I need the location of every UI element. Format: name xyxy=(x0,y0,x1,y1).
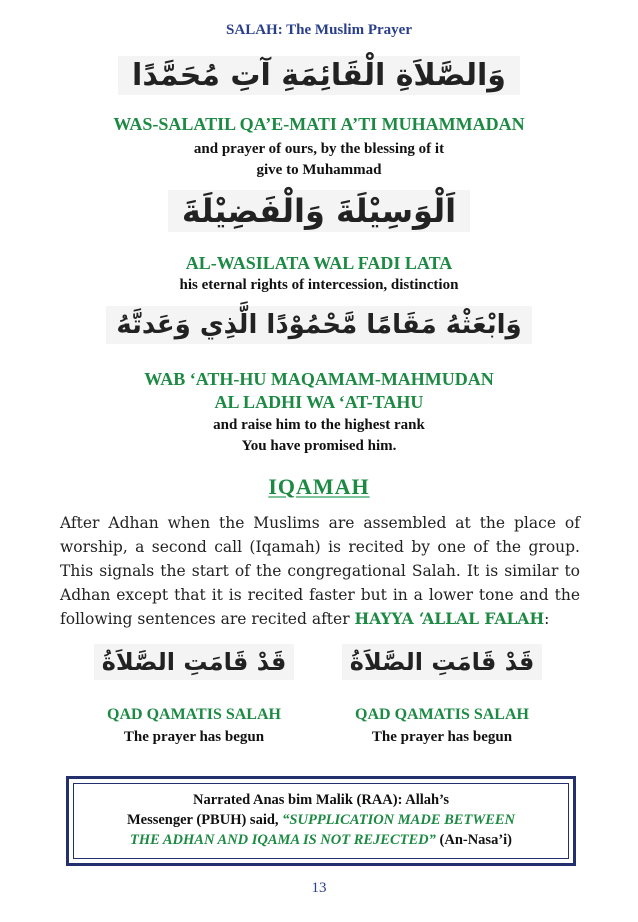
iqamah-paragraph xyxy=(60,511,580,631)
narration-source: (An-Nasa’i) xyxy=(435,832,513,848)
narration-line-2-plain: Messenger (PBUH) said, xyxy=(126,812,283,828)
narration-line-2 xyxy=(74,810,568,830)
narration-quote-2: THE ADHAN AND IQAMA IS NOT REJECTED” xyxy=(129,832,436,848)
meaning-left: The prayer has begun xyxy=(123,729,265,745)
transliteration-3b: AL LADHI WA ‘AT-TAHU xyxy=(214,392,424,412)
narration-line-3 xyxy=(74,830,568,850)
paragraph-end: : xyxy=(544,610,550,628)
meaning-3a: and raise him to the highest rank xyxy=(213,417,425,433)
arabic-line-1: وَالصَّلاَةِ الْقَائِمَةِ آتِ مُحَمَّدًا xyxy=(118,56,520,95)
section-heading-iqamah: IQAMAH xyxy=(268,474,370,499)
page-header: SALAH: The Muslim Prayer xyxy=(226,22,412,38)
arabic-line-2-wrap xyxy=(0,192,638,230)
transliteration-3a: WAB ‘ATH-HU MAQAMAM-MAHMUDAN xyxy=(144,369,494,389)
narration-box xyxy=(66,776,576,866)
arabic-qad-qamat-left: قَدْ قَامَتِ الصَّلاَةُ xyxy=(94,644,295,680)
meaning-1b: give to Muhammad xyxy=(256,162,382,178)
transliteration-right: QAD QAMATIS SALAH xyxy=(355,706,529,723)
arabic-line-2: اَلْوَسِيْلَةَ وَالْفَضِيْلَةَ xyxy=(168,190,470,232)
narration-line-1: Narrated Anas bim Malik (RAA): Allah’s xyxy=(192,792,450,808)
iqamah-column-right xyxy=(332,648,552,746)
paragraph-text: After Adhan when the Muslims are assembled at the place of worship, a second call (Iqamah) is recited by one of the group. This signals the start of the congregational Salah. It is similar to Adhan except that it is recited faster but in a lower tone and the following sentences are recited after xyxy=(60,514,580,628)
paragraph-highlight: HAYYA ‘ALLAL FALAH xyxy=(354,609,545,628)
transliteration-left: QAD QAMATIS SALAH xyxy=(107,706,281,723)
narration-quote-1: “SUPPLICATION MADE BETWEEN xyxy=(282,812,516,828)
iqamah-column-left xyxy=(84,648,304,746)
meaning-right: The prayer has begun xyxy=(371,729,513,745)
meaning-3b: You have promised him. xyxy=(241,438,397,454)
arabic-qad-qamat-right: قَدْ قَامَتِ الصَّلاَةُ xyxy=(342,644,543,680)
arabic-line-3: وَابْعَثْهُ مَقَامًا مَّحْمُوْدًا الَّذِي وَعَدتَّهُ xyxy=(106,306,531,344)
arabic-line-1-wrap xyxy=(0,58,638,93)
arabic-line-3-wrap xyxy=(0,310,638,340)
transliteration-1: WAS-SALATIL QA’E-MATI A’TI MUHAMMADAN xyxy=(113,114,525,134)
meaning-1a: and prayer of ours, by the blessing of it xyxy=(193,141,445,157)
transliteration-2: AL-WASILATA WAL FADI LATA xyxy=(185,253,453,273)
page-number: 13 xyxy=(311,880,327,896)
narration-box-inner xyxy=(73,783,569,859)
meaning-2: his eternal rights of intercession, distinction xyxy=(179,277,459,293)
